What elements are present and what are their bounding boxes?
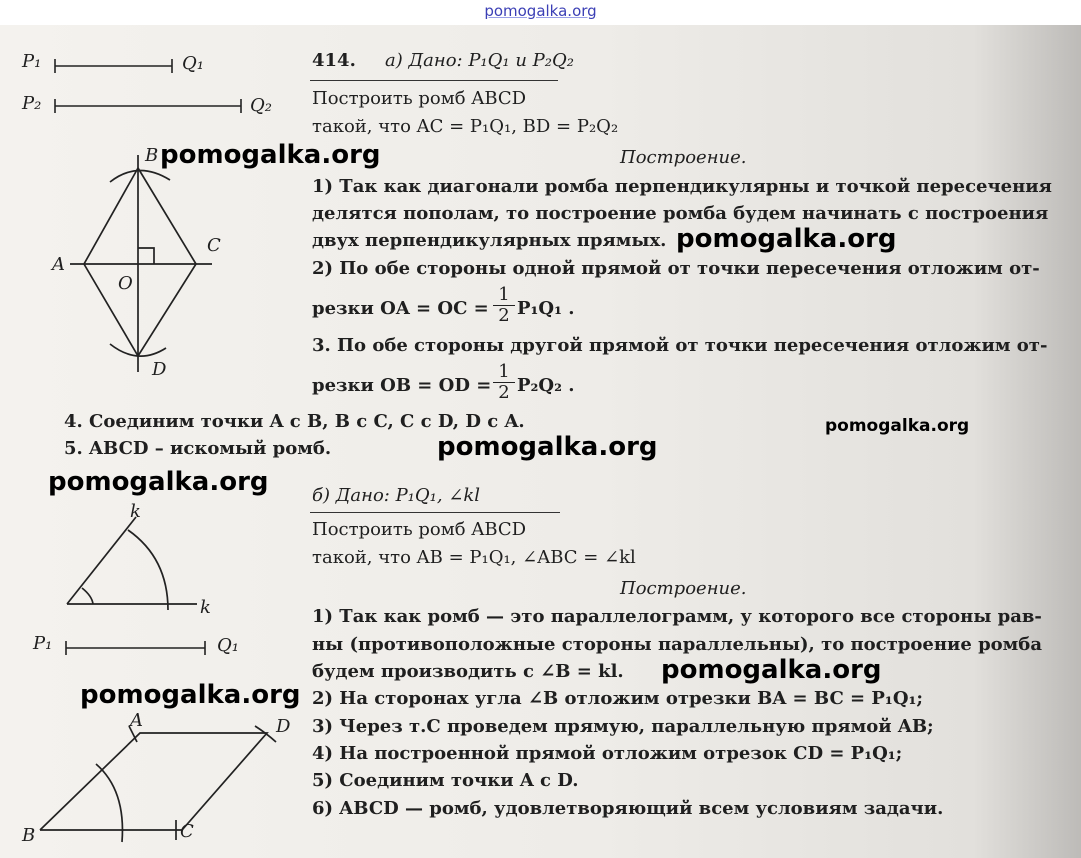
label-p1: P₁ [22, 51, 42, 72]
label-parallelogram-d: D [276, 716, 291, 737]
part-a-step3-fraction [493, 362, 515, 403]
part-b-task-line1: Построить ромб ABCD [312, 519, 527, 540]
part-b-step3: 3) Через т.C проведем прямую, параллельную прямой AB; [312, 716, 934, 737]
given-divider-a [310, 80, 558, 81]
part-b-step1-line3: будем производить с ∠B = kl. [312, 661, 624, 682]
label-parallelogram-a: A [130, 710, 143, 731]
label-rhombus-a: A [52, 254, 65, 275]
fraction-denominator: 2 [493, 305, 515, 326]
label-q1: Q₁ [182, 53, 204, 74]
watermark: pomogalka.org [825, 416, 970, 436]
part-b-given: б) Дано: P₁Q₁, ∠kl [312, 485, 481, 506]
part-a-step2-line1: 2) По обе стороны одной прямой от точки пересечения отложим от- [312, 258, 1040, 279]
segment-p2q2 [55, 99, 241, 113]
label-ray-l: k [200, 597, 211, 618]
watermark: pomogalka.org [676, 224, 897, 254]
label-rhombus-b: B [145, 145, 159, 166]
part-a-task-line2: такой, что AC = P₁Q₁, BD = P₂Q₂ [312, 116, 619, 137]
label-parallelogram-b: B [22, 825, 36, 846]
part-b-construction-title: Построение. [620, 578, 747, 599]
fraction-numerator: 1 [498, 284, 510, 305]
part-b-step2: 2) На сторонах угла ∠B отложим отрезки BA = BC = P₁Q₁; [312, 688, 924, 709]
problem-number: 414. [312, 50, 356, 71]
given-divider-b [310, 512, 560, 513]
part-b-step4: 4) На построенной прямой отложим отрезок CD = P₁Q₁; [312, 743, 903, 764]
label-ray-k: k [130, 501, 141, 522]
parallelogram-figure [40, 726, 276, 842]
part-a-step3-suffix: P₂Q₂ . [517, 375, 575, 396]
part-b-task-line2: такой, что AB = P₁Q₁, ∠ABC = ∠kl [312, 547, 636, 568]
rhombus-figure [70, 155, 212, 372]
part-b-step1-line1: 1) Так как ромб — это параллелограмм, у которого все стороны рав- [312, 606, 1042, 627]
part-a-step2-suffix: P₁Q₁ . [517, 298, 575, 319]
part-a-step3-line1: 3. По обе стороны другой прямой от точки пересечения отложим от- [312, 335, 1048, 356]
segment-p1q1 [55, 59, 172, 73]
part-b-step5: 5) Соединим точки A с D. [312, 770, 579, 791]
watermark: pomogalka.org [437, 432, 658, 462]
fraction-numerator: 1 [498, 361, 510, 382]
site-header-link[interactable]: pomogalka.org [484, 2, 597, 20]
angle-kl-figure [67, 517, 197, 610]
part-a-step1-line3: двух перпендикулярных прямых. [312, 230, 667, 251]
watermark: pomogalka.org [48, 467, 269, 497]
part-a-step1-line1: 1) Так как диагонали ромба перпендикулярны и точкой пересечения [312, 176, 1052, 197]
part-a-step4: 4. Соединим точки A с B, B с C, C с D, D с A. [64, 411, 525, 432]
label-rhombus-o: O [118, 273, 133, 294]
label-p2: P₂ [22, 93, 42, 114]
label-q1-b: Q₁ [217, 635, 239, 656]
part-a-construction-title: Построение. [620, 147, 747, 168]
part-b-step6: 6) ABCD — ромб, удовлетворяющий всем условиям задачи. [312, 798, 944, 819]
part-b-step1-line2: ны (противоположные стороны параллельны), то построение ромба [312, 634, 1042, 655]
watermark: pomogalka.org [80, 680, 301, 710]
label-p1-b: P₁ [33, 633, 53, 654]
segment-p1q1-b [66, 641, 205, 655]
part-a-step2-fraction [493, 285, 515, 326]
label-rhombus-c: C [207, 235, 221, 256]
part-a-task-line1: Построить ромб ABCD [312, 88, 527, 109]
part-a-step3-prefix: резки OB = OD = [312, 375, 492, 396]
part-a-given: а) Дано: P₁Q₁ и P₂Q₂ [385, 50, 574, 71]
label-parallelogram-c: C [180, 821, 194, 842]
part-a-step5: 5. ABCD – искомый ромб. [64, 438, 332, 459]
fraction-denominator: 2 [493, 382, 515, 403]
watermark: pomogalka.org [160, 140, 381, 170]
part-a-step2-prefix: резки OA = OC = [312, 298, 489, 319]
label-rhombus-d: D [152, 359, 167, 380]
part-a-step1-line2: делятся пополам, то построение ромба будем начинать с построения [312, 203, 1049, 224]
label-q2: Q₂ [250, 95, 272, 116]
watermark: pomogalka.org [661, 655, 882, 685]
